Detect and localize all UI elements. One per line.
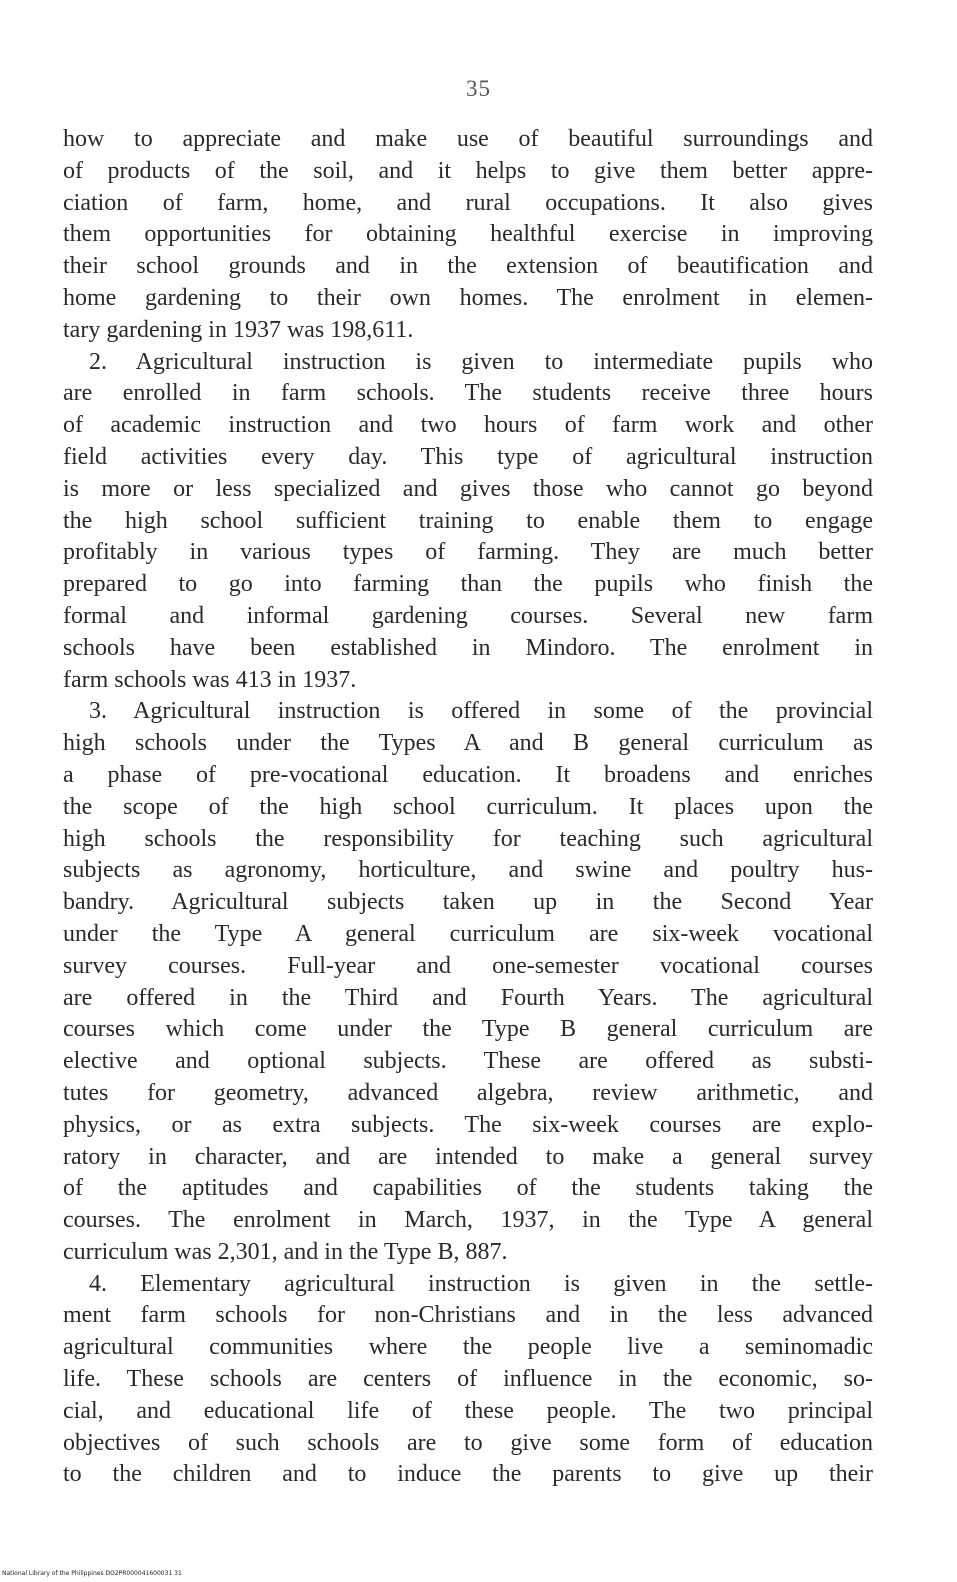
text-line: to the children and to induce the parents to give up their bbox=[63, 1461, 873, 1488]
library-footer: National Library of the Philippines DO2PR000041600031 31 bbox=[2, 1570, 182, 1577]
text-line: farm schools was 413 in 1937. bbox=[63, 666, 357, 693]
text-line: physics, or as extra subjects. The six-week courses are explo- bbox=[63, 1111, 873, 1138]
text-line: the high school sufficient training to enable them to engage bbox=[63, 507, 873, 534]
text-line: their school grounds and in the extension of beautification and bbox=[63, 253, 873, 280]
text-line: profitably in various types of farming. They are much better bbox=[63, 539, 873, 566]
text-line: formal and informal gardening courses. Several new farm bbox=[63, 602, 873, 629]
text-line: is more or less specialized and gives those who cannot go beyond bbox=[63, 475, 873, 502]
text-line: high schools the responsibility for teaching such agricultural bbox=[63, 825, 873, 852]
text-line: them opportunities for obtaining healthful exercise in improving bbox=[63, 221, 873, 248]
text-line: of the aptitudes and capabilities of the students taking the bbox=[63, 1175, 873, 1202]
text-line: courses which come under the Type B general curriculum are bbox=[63, 1016, 873, 1043]
text-line: subjects as agronomy, horticulture, and swine and poultry hus- bbox=[63, 857, 873, 884]
text-line: courses. The enrolment in March, 1937, in the Type A general bbox=[63, 1207, 873, 1234]
text-line: tary gardening in 1937 was 198,611. bbox=[63, 316, 414, 343]
text-line: 3. Agricultural instruction is offered in some of the provincial bbox=[89, 698, 873, 725]
text-line: a phase of pre-vocational education. It broadens and enriches bbox=[63, 761, 873, 788]
text-line: 4. Elementary agricultural instruction is given in the settle- bbox=[89, 1270, 873, 1297]
text-line: are offered in the Third and Fourth Years. The agricultural bbox=[63, 984, 873, 1011]
text-line: elective and optional subjects. These are offered as substi- bbox=[63, 1048, 873, 1075]
text-line: of products of the soil, and it helps to give them better appre- bbox=[63, 157, 873, 184]
text-line: survey courses. Full-year and one-semester vocational courses bbox=[63, 952, 873, 979]
text-line: field activities every day. This type of agricultural instruction bbox=[63, 443, 873, 470]
text-line: life. These schools are centers of influence in the economic, so- bbox=[63, 1366, 873, 1393]
text-line: of academic instruction and two hours of farm work and other bbox=[63, 412, 873, 439]
text-line: ciation of farm, home, and rural occupations. It also gives bbox=[63, 189, 873, 216]
text-line: are enrolled in farm schools. The students receive three hours bbox=[63, 380, 873, 407]
text-line: schools have been established in Mindoro. The enrolment in bbox=[63, 634, 873, 661]
text-line: cial, and educational life of these people. The two principal bbox=[63, 1397, 873, 1424]
text-line: ment farm schools for non-Christians and in the less advanced bbox=[63, 1302, 873, 1329]
text-line: bandry. Agricultural subjects taken up in the Second Year bbox=[63, 889, 873, 916]
text-line: home gardening to their own homes. The enrolment in elemen- bbox=[63, 284, 873, 311]
text-line: under the Type A general curriculum are six-week vocational bbox=[63, 920, 873, 947]
text-line: the scope of the high school curriculum. It places upon the bbox=[63, 793, 873, 820]
text-line: objectives of such schools are to give some form of education bbox=[63, 1429, 873, 1456]
text-line: ratory in character, and are intended to make a general survey bbox=[63, 1143, 873, 1170]
text-line: agricultural communities where the people live a seminomadic bbox=[63, 1334, 873, 1361]
text-line: high schools under the Types A and B general curriculum as bbox=[63, 730, 873, 757]
body-text bbox=[63, 124, 873, 1491]
text-line: curriculum was 2,301, and in the Type B, 887. bbox=[63, 1238, 508, 1265]
text-line: prepared to go into farming than the pupils who finish the bbox=[63, 571, 873, 598]
page-number: 35 bbox=[466, 76, 491, 101]
text-line: 2. Agricultural instruction is given to intermediate pupils who bbox=[89, 348, 873, 375]
text-line: how to appreciate and make use of beautiful surroundings and bbox=[63, 126, 873, 152]
text-line: tutes for geometry, advanced algebra, review arithmetic, and bbox=[63, 1079, 873, 1106]
